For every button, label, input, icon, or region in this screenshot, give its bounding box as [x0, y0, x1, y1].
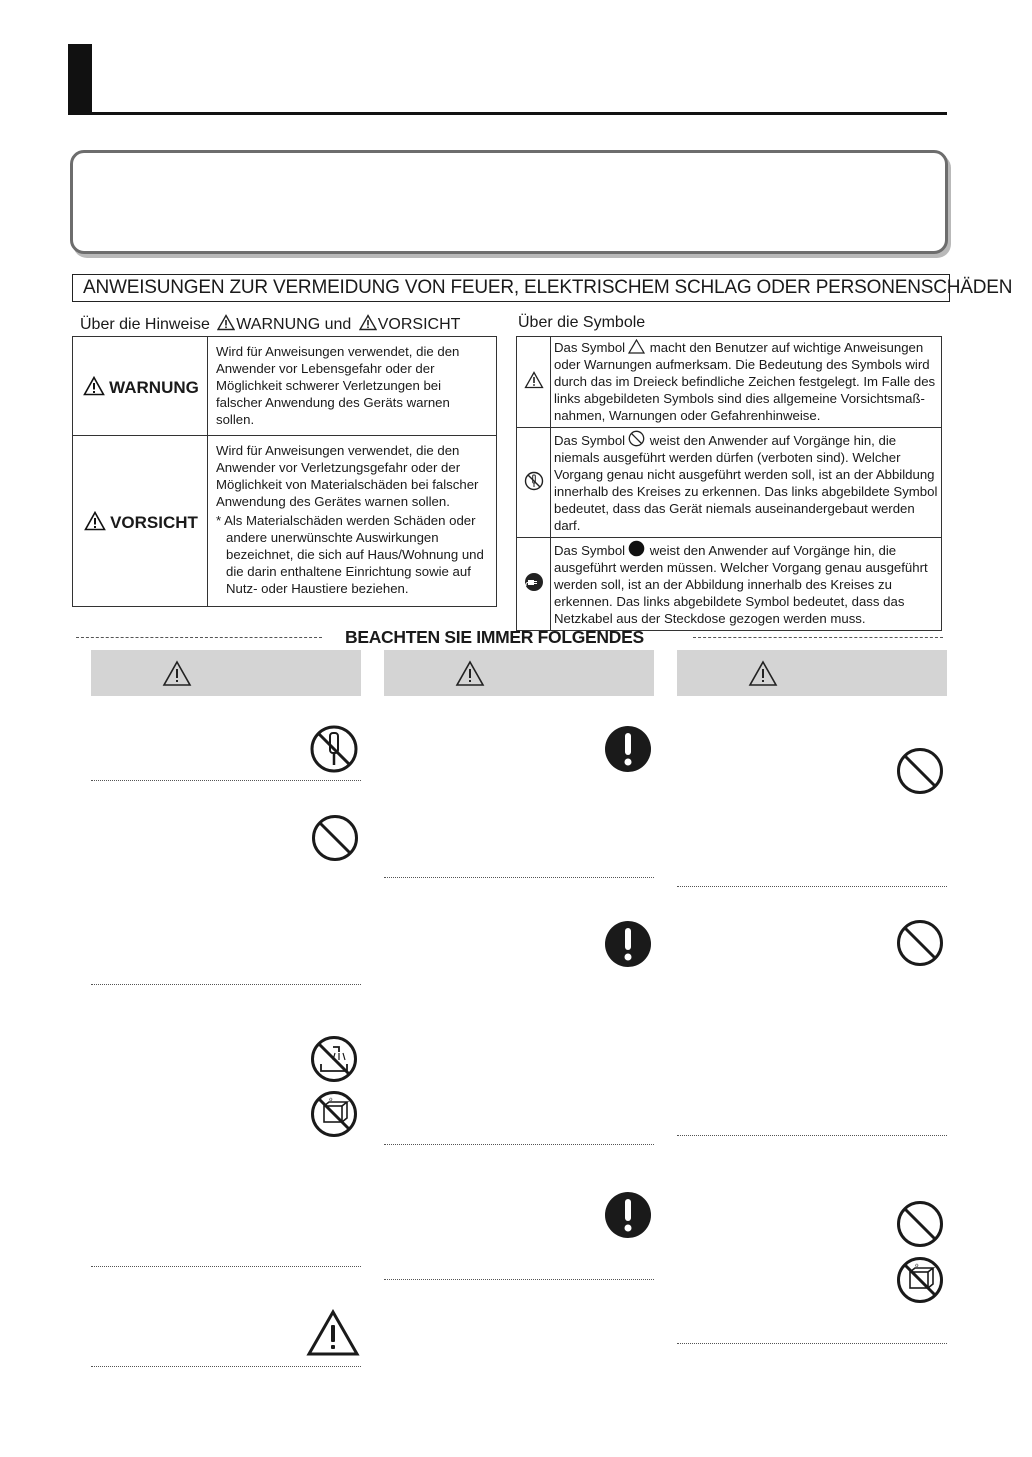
symbol-text-start: Das Symbol	[554, 433, 626, 448]
dotted-divider	[91, 1366, 361, 1367]
main-heading: ANWEISUNGEN ZUR VERMEIDUNG VON FEUER, ELEKTRISCHEM SCHLAG ODER PERSONENSCHÄDEN	[72, 274, 950, 302]
no-disassembly-icon	[308, 723, 360, 775]
symbols-title: Über die Symbole	[518, 314, 646, 331]
symbol-text-start: Das Symbol	[554, 543, 626, 558]
chapter-marker	[68, 44, 92, 114]
svg-text:ℴ: ℴ	[915, 1260, 919, 1269]
symbol-table	[516, 336, 942, 631]
unplug-icon	[524, 572, 544, 592]
symbol-text-rest: weist den Anwender auf Vorgänge hin, die ausgeführt werden müssen. Welcher Vorgang genau ausgeführt werden soll, ist an der Abbildung innerhalb des Kreises zu erkennen. Das links abgebildete Symbol bedeutet, dass das Netzkabel aus der Steckdose gezogen werden muss.	[554, 543, 928, 626]
symbol-text-start: Das Symbol	[554, 340, 626, 355]
prohibited-icon	[310, 813, 360, 863]
always-observe-title: BEACHTEN SIE IMMER FOLGENDES	[345, 627, 644, 647]
symbol-cell	[517, 538, 551, 631]
notices-title	[80, 314, 460, 334]
warning-triangle-icon	[306, 1309, 360, 1357]
mandatory-action-icon	[603, 1190, 653, 1240]
symbol-prohibited-text	[551, 428, 942, 538]
warning-label-cell	[73, 337, 208, 436]
dotted-divider	[677, 886, 947, 887]
dotted-divider	[384, 1279, 654, 1280]
warning-description: Wird für Anweisungen verwendet, die den Anwender vor Lebensgefahr oder der Möglichkeit schwerer Verletzungen bei falscher Anwendung des Geräts warnen sollen.	[208, 337, 497, 436]
no-disassembly-icon	[524, 471, 544, 491]
warning-triangle-icon	[162, 660, 192, 687]
dotted-divider	[677, 1343, 947, 1344]
warning-label: WARNUNG	[109, 377, 199, 397]
notice-table	[72, 336, 497, 607]
column-header-3	[677, 650, 947, 696]
no-bathroom-icon	[309, 1034, 359, 1084]
dotted-divider	[91, 780, 361, 781]
title-banner	[70, 150, 948, 254]
mandatory-action-icon	[603, 724, 653, 774]
warning-triangle-icon	[359, 314, 377, 331]
symbol-cell	[517, 428, 551, 538]
column-header-1	[91, 650, 361, 696]
symbol-row-prohibited	[517, 428, 942, 538]
symbol-row-triangle	[517, 337, 942, 428]
caution-label: VORSICHT	[110, 512, 198, 532]
warning-triangle-icon	[455, 660, 485, 687]
prohibited-icon	[895, 918, 945, 968]
symbol-cell	[517, 337, 551, 428]
warning-row	[73, 337, 497, 436]
mandatory-action-icon	[603, 919, 653, 969]
warning-triangle-icon	[217, 314, 235, 331]
dotted-divider	[384, 1144, 654, 1145]
symbol-row-mandatory	[517, 538, 942, 631]
column-header-2	[384, 650, 654, 696]
caution-note: * Als Materialschäden werden Schäden oder andere unerwünschte Auswirkungen bezeichnet, die sich auf Haus/Wohnung und die darin enthaltene Einrichtung sowie auf Nutz- oder Haustiere beziehen.	[216, 513, 484, 596]
no-water-icon	[309, 1089, 359, 1139]
notices-title-prefix: Über die Hinweise	[80, 316, 210, 333]
symbol-mandatory-text	[551, 538, 942, 631]
header-rule	[68, 112, 947, 115]
warning-triangle-icon	[84, 511, 106, 531]
svg-text:ℴ: ℴ	[329, 1094, 333, 1103]
symbol-triangle-text	[551, 337, 942, 428]
caution-description: Wird für Anweisungen verwendet, die den Anwender vor Verletzungsgefahr oder der Möglichkeit von Materialschäden bei falscher Anwendung des Gerätes warnen sollen.	[216, 443, 479, 509]
dashed-divider	[76, 637, 322, 638]
dashed-divider	[693, 637, 943, 638]
no-water-icon	[895, 1255, 945, 1305]
warning-triangle-icon	[748, 660, 778, 687]
mandatory-icon	[628, 540, 645, 557]
warning-triangle-icon	[524, 371, 544, 389]
caution-label-cell	[73, 436, 208, 607]
dotted-divider	[91, 1266, 361, 1267]
prohibited-icon	[895, 746, 945, 796]
triangle-outline-icon	[628, 339, 645, 354]
notices-title-warning: WARNUNG und	[236, 316, 352, 333]
dotted-divider	[677, 1135, 947, 1136]
symbol-text-rest: weist den Anwender auf Vorgänge hin, die niemals ausgeführt werden dürfen (verboten sind). Welcher Vorgang genau nicht ausgeführt werden soll, ist an der Abbildung innerhalb des Kreises zu erkennen. Das links abgebildete Symbol bedeutet, dass das Gerät niemals auseinandergebaut werden darf.	[554, 433, 938, 533]
prohibited-icon	[895, 1199, 945, 1249]
prohibited-icon	[628, 430, 645, 447]
dotted-divider	[91, 984, 361, 985]
warning-triangle-icon	[83, 376, 105, 396]
notices-title-caution: VORSICHT	[377, 316, 461, 333]
caution-description-cell	[208, 436, 497, 607]
dotted-divider	[384, 877, 654, 878]
caution-row	[73, 436, 497, 607]
symbol-text-rest: macht den Benutzer auf wichtige Anweisungen oder Warnungen aufmerksam. Die Bedeutung des Symbols wird durch das im Dreieck befindliche Zeichen festgelegt. Im Falle des links abgebildeten Symbols sind dies allgemeine Vorsichtsmaß-nahmen, Warnungen oder Gefahrenhinweise.	[554, 340, 936, 423]
